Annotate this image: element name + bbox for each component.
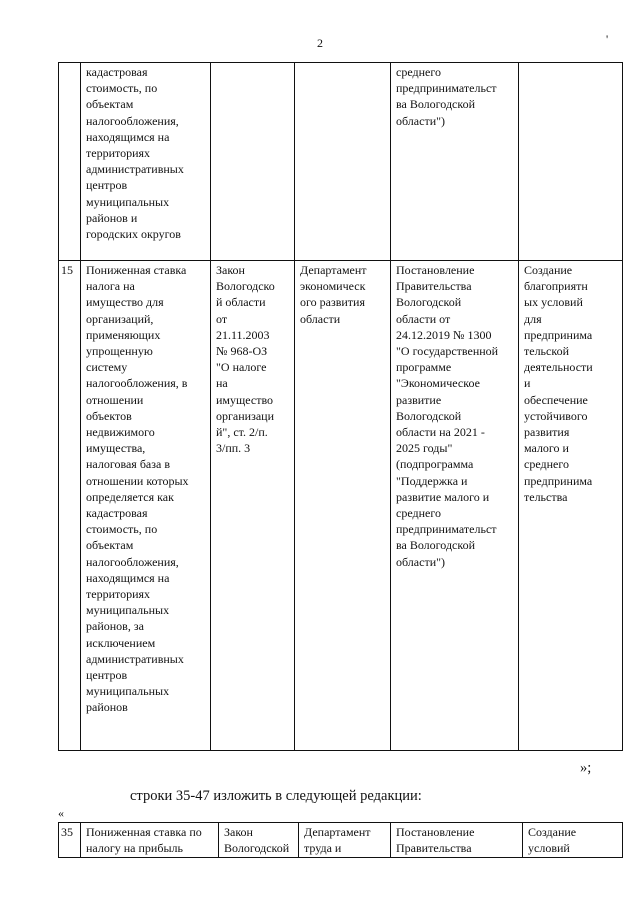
- opening-quote: «: [58, 806, 64, 820]
- benefit-goal: Создание благоприятн ых условий для предпринима тельской деятельности и обеспечение устойчивого развития малого и среднего предпринима тельства: [519, 261, 623, 751]
- benefit-name: Пониженная ставка налога на имущество для организаций, применяющих упрощенную систему налогообложения, в отношении объектов недвижимого имущества, налоговая база в отношении которых определяется как кадастровая стоимость, по объектам налогообложения, находящимся на территориях муниципальных районов, за исключением административных центров муниципальных районов: [81, 261, 211, 751]
- curator-department: Департамент труда и: [299, 823, 391, 858]
- table-row: [59, 63, 623, 261]
- benefit-goal: Создание условий: [523, 823, 623, 858]
- benefit-goal: [519, 63, 623, 261]
- benefits-table: [58, 62, 623, 751]
- state-program: Постановление Правительства Вологодской области от 24.12.2019 № 1300 "О государственной программе "Экономическое развитие Вологодской области на 2021 - 2025 годы" (подпрограмма "Поддержка и развитие малого и среднего предпринимательст ва Вологодской области"): [391, 261, 519, 751]
- table-row: [59, 261, 623, 751]
- curator-department: Департамент экономическ ого развития области: [295, 261, 391, 751]
- state-program: Постановление Правительства: [391, 823, 523, 858]
- benefit-name: кадастровая стоимость, по объектам налогообложения, находящимся на территориях административных центров муниципальных районов и городских округов: [81, 63, 211, 261]
- amendment-instruction: строки 35-47 изложить в следующей редакции:: [130, 788, 422, 804]
- benefit-name: Пониженная ставка по налогу на прибыль: [81, 823, 219, 858]
- legal-basis: Закон Вологодско й области от 21.11.2003 № 968-ОЗ "О налоге на имущество организаци й", ст. 2/п. 3/пп. 3: [211, 261, 295, 751]
- closing-quote: »;: [580, 760, 592, 776]
- new-benefits-table: [58, 822, 623, 858]
- legal-basis: Закон Вологодской: [219, 823, 299, 858]
- row-number: 35: [59, 823, 81, 858]
- curator-department: [295, 63, 391, 261]
- page-number: 2: [317, 36, 323, 50]
- table-row: [59, 823, 623, 858]
- row-number: [59, 63, 81, 261]
- row-number: 15: [59, 261, 81, 751]
- state-program: среднего предпринимательст ва Вологодской области"): [391, 63, 519, 261]
- corner-mark: ': [606, 32, 609, 46]
- legal-basis: [211, 63, 295, 261]
